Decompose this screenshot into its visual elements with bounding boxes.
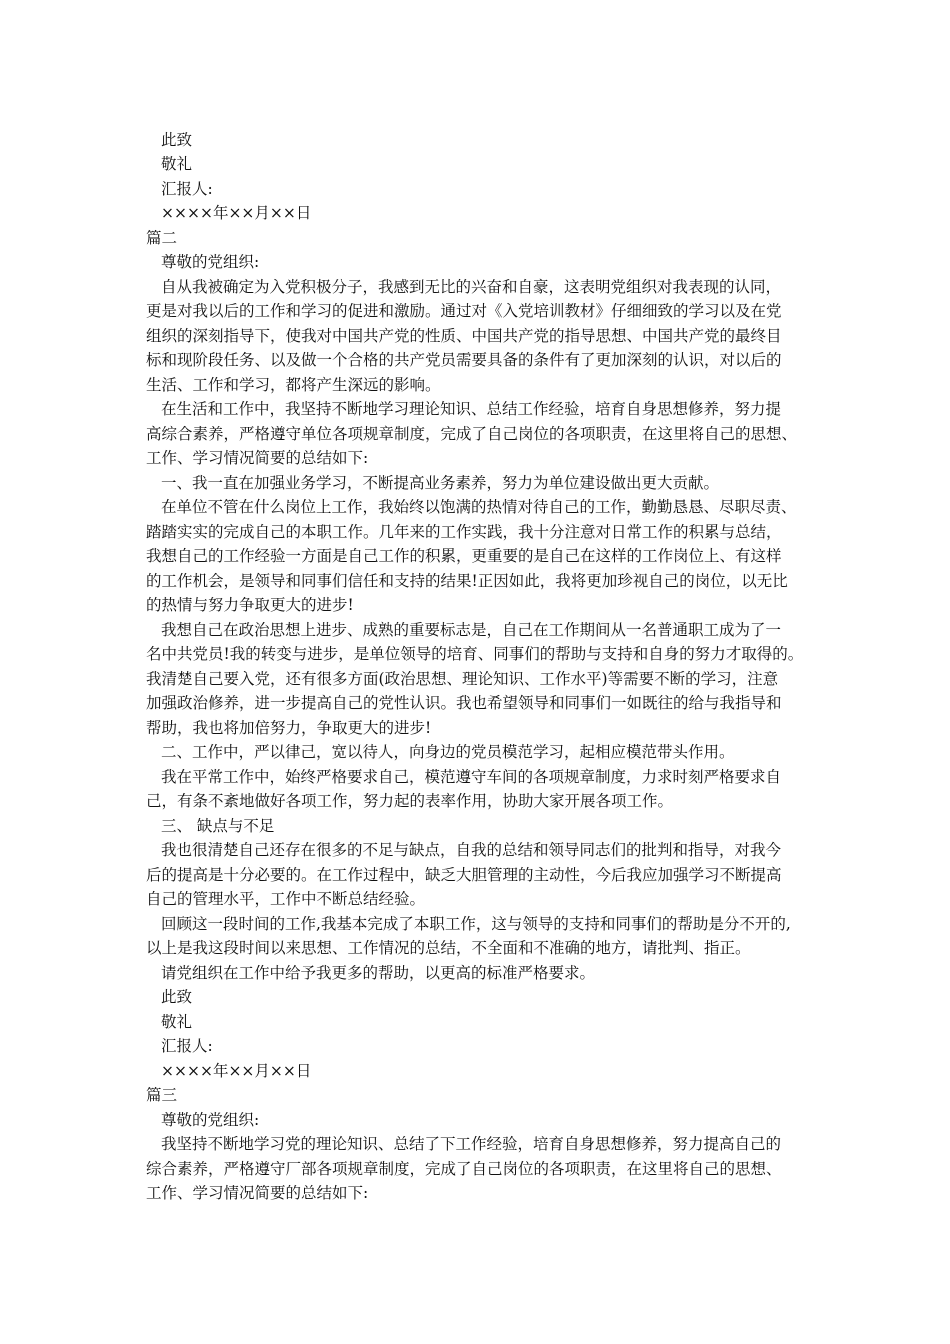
text-line: 敬礼 bbox=[161, 1013, 193, 1031]
text-line: 以上是我这段时间以来思想、工作情况的总结，不全面和不准确的地方，请批判、指正。 bbox=[146, 939, 751, 957]
text-line: 综合素养，严格遵守厂部各项规章制度，完成了自己岗位的各项职责，在这里将自己的思想、 bbox=[146, 1160, 782, 1178]
text-line: 我坚持不断地学习党的理论知识、总结了下工作经验，培育自身思想修养，努力提高自己的 bbox=[161, 1135, 782, 1153]
text-line: 名中共党员!我的转变与进步，是单位领导的培育、同事们的帮助与支持和自身的努力才取得的。 bbox=[146, 645, 804, 663]
text-line: 加强政治修养，进一步提高自己的党性认识。我也希望领导和同事们一如既往的给与我指导和 bbox=[146, 694, 782, 712]
text-line: 更是对我以后的工作和学习的促进和激励。通过对《入党培训教材》仔细细致的学习以及在党 bbox=[146, 302, 782, 320]
text-line: 高综合素养，严格遵守单位各项规章制度，完成了自己岗位的各项职责，在这里将自己的思想、 bbox=[146, 425, 798, 443]
text-line: 帮助，我也将加倍努力，争取更大的进步! bbox=[146, 719, 432, 737]
text-line: 的工作机会，是领导和同事们信任和支持的结果!正因如此，我将更加珍视自己的岗位，以无比 bbox=[146, 572, 788, 590]
text-line: 的热情与努力争取更大的进步! bbox=[146, 596, 354, 614]
text-line: 踏踏实实的完成自己的本职工作。几年来的工作实践，我十分注意对日常工作的积累与总结， bbox=[146, 523, 782, 541]
text-line: 我也很清楚自己还存在很多的不足与缺点，自我的总结和领导同志们的批判和指导，对我今 bbox=[161, 841, 782, 859]
text-line: 此致 bbox=[161, 988, 193, 1006]
salutation: 尊敬的党组织: bbox=[161, 253, 260, 271]
text-line: 我清楚自己要入党，还有很多方面(政治思想、理论知识、工作水平)等需要不断的学习，注意 bbox=[146, 670, 779, 688]
text-line: ××××年××月××日 bbox=[161, 1062, 312, 1080]
text-line: 敬礼 bbox=[161, 155, 193, 173]
text-line: 工作、学习情况简要的总结如下: bbox=[146, 449, 369, 467]
text-line: 后的提高是十分必要的。在工作过程中，缺乏大胆管理的主动性，今后我应加强学习不断提高 bbox=[146, 866, 782, 884]
text-line: 汇报人: bbox=[161, 1037, 213, 1055]
section-heading: 篇三 bbox=[146, 1086, 178, 1104]
text-line: 组织的深刻指导下，使我对中国共产党的性质、中国共产党的指导思想、中国共产党的最终目 bbox=[146, 327, 782, 345]
text-line: 请党组织在工作中给予我更多的帮助，以更高的标准严格要求。 bbox=[161, 964, 596, 982]
text-line: 自己的管理水平，工作中不断总结经验。 bbox=[146, 890, 426, 908]
text-line: 工作、学习情况简要的总结如下: bbox=[146, 1184, 369, 1202]
text-line: 在生活和工作中，我坚持不断地学习理论知识、总结工作经验，培育自身思想修养，努力提 bbox=[161, 400, 782, 418]
text-line: 我想自己在政治思想上进步、成熟的重要标志是，自己在工作期间从一名普通职工成为了一 bbox=[161, 621, 782, 639]
text-line: 标和现阶段任务、以及做一个合格的共产党员需要具备的条件有了更加深刻的认识，对以后的 bbox=[146, 351, 782, 369]
text-line: 生活、工作和学习，都将产生深远的影响。 bbox=[146, 376, 441, 394]
text-line: ××××年××月××日 bbox=[161, 204, 312, 222]
text-line: 回顾这一段时间的工作,我基本完成了本职工作，这与领导的支持和同事们的帮助是分不开的, bbox=[161, 915, 791, 933]
text-line: 汇报人: bbox=[161, 180, 213, 198]
text-line: 在单位不管在什么岗位上工作，我始终以饱满的热情对待自己的工作，勤勤恳恳、尽职尽责、 bbox=[161, 498, 797, 516]
text-line: 三、 缺点与不足 bbox=[161, 817, 275, 835]
text-line: 此致 bbox=[161, 131, 193, 149]
text-line: 我在平常工作中，始终严格要求自己，模范遵守车间的各项规章制度，力求时刻严格要求自 bbox=[161, 768, 782, 786]
section-heading: 篇二 bbox=[146, 229, 178, 247]
salutation: 尊敬的党组织: bbox=[161, 1111, 260, 1129]
text-line: 自从我被确定为入党积极分子，我感到无比的兴奋和自豪，这表明党组织对我表现的认同， bbox=[161, 278, 782, 296]
text-line: 我想自己的工作经验一方面是自己工作的积累，更重要的是自己在这样的工作岗位上、有这样 bbox=[146, 547, 782, 565]
text-line: 己，有条不紊地做好各项工作，努力起的表率作用，协助大家开展各项工作。 bbox=[146, 792, 674, 810]
text-line: 一、我一直在加强业务学习，不断提高业务素养，努力为单位建设做出更大贡献。 bbox=[161, 474, 720, 492]
text-line: 二、工作中，严以律己，宽以待人，向身边的党员模范学习，起相应模范带头作用。 bbox=[161, 743, 735, 761]
